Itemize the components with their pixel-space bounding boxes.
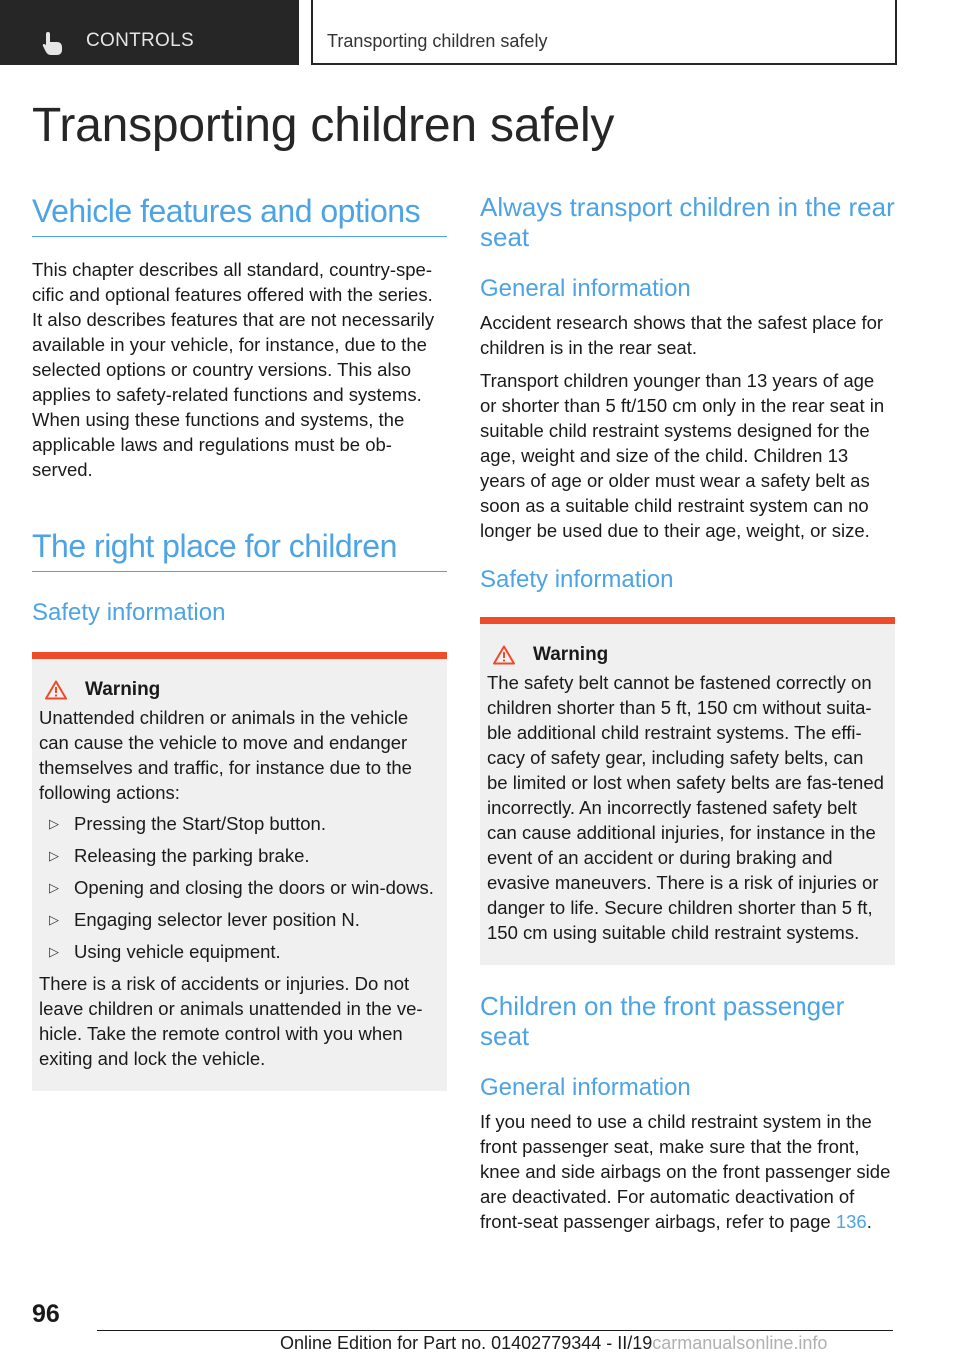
warning-box-left [32, 652, 447, 1091]
page-title: Transporting children safely [32, 99, 615, 152]
bullet-triangle-icon: ▷ [49, 944, 59, 959]
list-item: ▷ Using vehicle equipment. [49, 941, 281, 962]
footer-divider [97, 1330, 893, 1331]
footer-edition: Online Edition for Part no. 01402779344 - II/19carmanualsonline.info [280, 1333, 828, 1353]
list-item: ▷ Engaging selector lever position N. [49, 909, 360, 930]
watermark: carmanualsonline.info [652, 1333, 828, 1353]
heading-general-information-1: General information [480, 275, 691, 302]
paragraph-general-2: If you need to use a child restraint system in the front passenger seat, make sure that the front, knee and side airbags on the front passenger side are deactivated. For automatic deactivation of front-seat passenger airbags, refer to page 136. [480, 1111, 891, 1232]
warning-header-right [487, 644, 887, 666]
heading-safety-information-left: Safety information [32, 599, 226, 626]
heading-vehicle-features: Vehicle features and options [32, 192, 447, 237]
warning-triangle-icon [493, 645, 515, 665]
warning-text-right: The safety belt cannot be fastened correctly on children shorter than 5 ft, 150 cm without suita-ble additional child restraint systems. The effi-cacy of safety gear, including safety belts, can be limited or lost when safety belts are fas-tened incorrectly. An incorrectly fastened safety belt can cause additional injuries, for instance in the event of an accident or during braking and evasive maneuvers. There is a risk of injuries or danger to life. Secure children shorter than 5 ft, 150 cm using suitable child restraint systems. [487, 672, 884, 943]
bullet-triangle-icon: ▷ [49, 912, 59, 927]
page-reference-link[interactable]: 136 [835, 1211, 867, 1232]
paragraph-general-1a: Accident research shows that the safest place for children is in the rear seat. [480, 312, 884, 358]
section-tab [311, 0, 897, 65]
heading-safety-information-right: Safety information [480, 566, 674, 593]
warning-title-left: Warning [85, 679, 161, 700]
bullet-triangle-icon: ▷ [49, 880, 59, 895]
page-number: 96 [32, 1300, 60, 1328]
heading-rear-seat: Always transport children in the rear seat [480, 192, 895, 252]
list-item: ▷ Releasing the parking brake. [49, 845, 310, 866]
section-label: Transporting children safely [327, 31, 548, 51]
chapter-tab [0, 0, 299, 65]
bullet-triangle-icon: ▷ [49, 848, 59, 863]
warning-intro-left: Unattended children or animals in the vehicle can cause the vehicle to move and endanger themselves and traffic, for instance due to the following actions: [39, 707, 412, 803]
paragraph-general-1b: Transport children younger than 13 years of age or shorter than 5 ft/150 cm only in the rear seat in suitable child restraint systems designed for the age, weight and size of the child. Children 13 years of age or older must wear a safety belt as soon as a suitable child restraint system can no longer be used due to their age, weight, or size. [480, 370, 885, 541]
heading-front-passenger: Children on the front passenger seat [480, 991, 845, 1051]
warning-box-right [480, 617, 895, 965]
warning-bullet-list [39, 811, 439, 964]
pointing-hand-icon [40, 30, 66, 56]
left-column [32, 192, 447, 1091]
heading-general-information-2: General information [480, 1074, 691, 1101]
paragraph-vehicle-features: This chapter describes all standard, country-spe-cific and optional features offered with the series. It also describes features that are not necessarily available in your vehicle, for instance, due to the selected options or country versions. This also applies to safety-related functions and systems. When using these functions and systems, the applicable laws and regulations must be ob-served. [32, 259, 435, 480]
warning-title-right: Warning [533, 644, 609, 665]
chapter-label: CONTROLS [86, 30, 194, 51]
list-item: ▷ Opening and closing the doors or win-dows. [49, 877, 434, 898]
heading-right-place: The right place for children [32, 527, 447, 572]
warning-triangle-icon [45, 680, 67, 700]
warning-header-left [39, 679, 439, 701]
right-column [480, 192, 895, 1234]
warning-outro-left: There is a risk of accidents or injuries. Do not leave children or animals unattended in the ve-hicle. Take the remote control with you when exiting and lock the vehicle. [39, 973, 423, 1069]
bullet-triangle-icon: ▷ [49, 816, 59, 831]
list-item: ▷ Pressing the Start/Stop button. [49, 813, 326, 834]
